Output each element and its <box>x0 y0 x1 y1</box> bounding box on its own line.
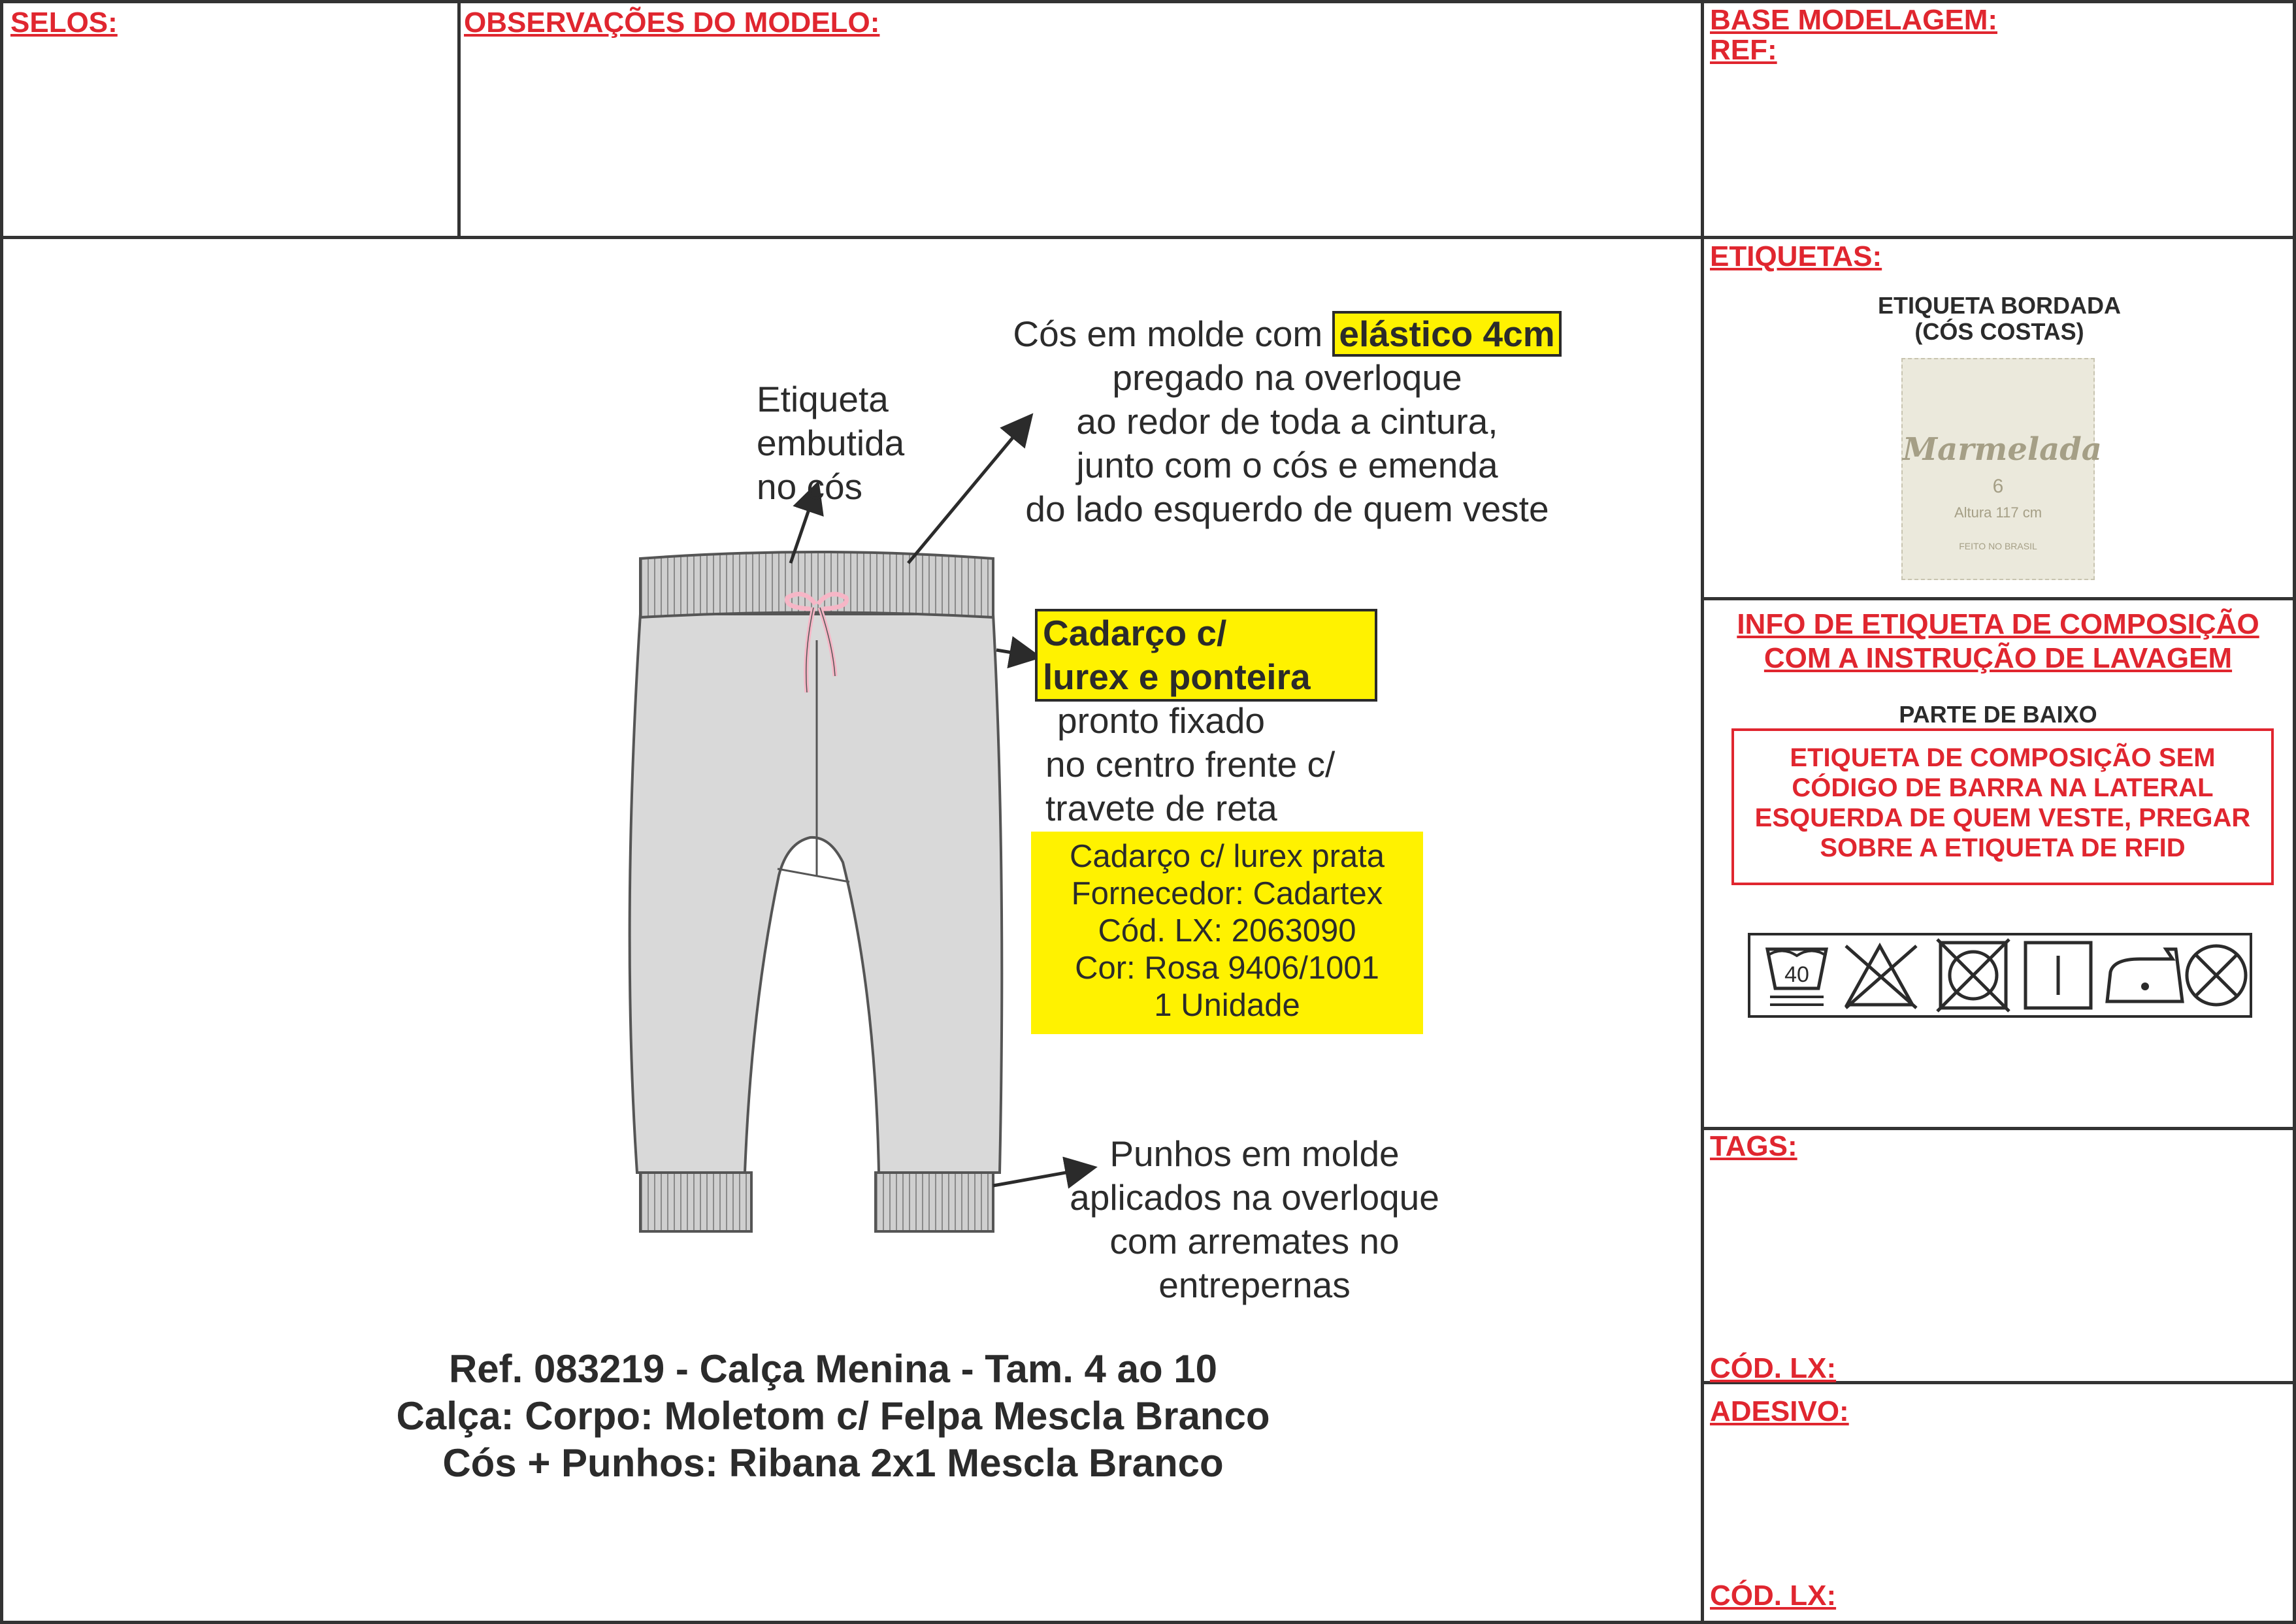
arrow-cadarco <box>996 650 1036 657</box>
sidebar-row-1 <box>1701 597 2296 600</box>
no-tumble-dry-icon <box>1937 939 2009 1011</box>
svg-text:40: 40 <box>1784 962 1809 987</box>
adesivo-title: ADESIVO: <box>1710 1395 1849 1427</box>
woven-label <box>1901 358 2102 580</box>
observacoes-title: OBSERVAÇÕES DO MODELO: <box>464 7 880 39</box>
woven-label-brand: Marmelada <box>1903 431 2102 468</box>
adesivo-cod-lx: CÓD. LX: <box>1710 1580 1837 1612</box>
product-description: Ref. 083219 - Calça Menina - Tam. 4 ao 10 Calça: Corpo: Moletom c/ Felpa Mescla Branco Cós + Punhos: Ribana 2x1 Mescla Branco <box>396 1347 1270 1485</box>
etiquetas-title: ETIQUETAS: <box>1710 240 1882 272</box>
woven-label-size: 6 <box>1992 476 2004 497</box>
cadarco-note: pronto fixado no centro frente c/ travete de reta <box>1045 700 1336 828</box>
care-symbols <box>1748 933 2252 1018</box>
ref-title: REF: <box>1710 34 1777 66</box>
composicao-box: ETIQUETA DE COMPOSIÇÃO SEM CÓDIGO DE BARRA NA LATERAL ESQUERDA DE QUEM VESTE, PREGAR SOBRE A ETIQUETA DE RFID <box>1731 728 2274 885</box>
cos-note: Cós em molde com elástico 4cm pregado na overloque ao redor de toda a cintura, junto com o cós e emenda do lado esquerdo de quem veste <box>967 312 1607 531</box>
cadarco-info-box: Cadarço c/ lurex prata Fornecedor: Cadartex Cód. LX: 2063090 Cor: Rosa 9406/1001 1 Unidade <box>1031 832 1423 1034</box>
tags-title: TAGS: <box>1710 1130 1797 1162</box>
base-modelagem-title: BASE MODELAGEM: <box>1710 4 1997 36</box>
tags-cod-lx: CÓD. LX: <box>1710 1352 1837 1384</box>
info-composicao-title: INFO DE ETIQUETA DE COMPOSIÇÃO COM A INSTRUÇÃO DE LAVAGEM <box>1737 608 2259 674</box>
cadarco-highlight: Cadarço c/ lurex e ponteira <box>1035 609 1377 702</box>
parte-de-baixo-label: PARTE DE BAIXO <box>1899 701 2097 728</box>
woven-label-height: Altura 117 cm <box>1954 504 2042 521</box>
selos-title: SELOS: <box>10 7 118 39</box>
etiqueta-bordada-label: ETIQUETA BORDADA (CÓS COSTAS) <box>1878 292 2121 345</box>
cos-highlight: elástico 4cm <box>1332 311 1561 357</box>
etiqueta-embutida-note: Etiqueta embutida no cós <box>757 379 905 507</box>
punhos-note: Punhos em molde aplicados na overloque com arremates no entrepernas <box>1070 1133 1439 1305</box>
woven-label-made: FEITO NO BRASIL <box>1959 541 2037 551</box>
